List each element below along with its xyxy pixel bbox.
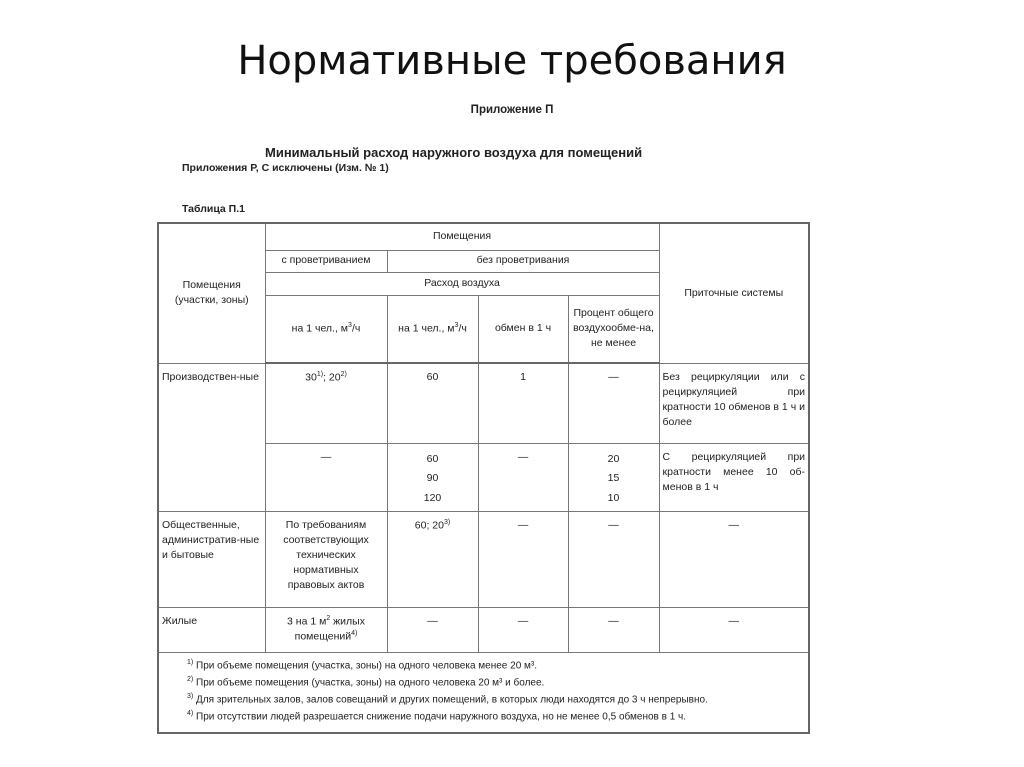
header-supply-systems: Приточные системы (659, 223, 809, 363)
appendix-label: Приложение П (470, 104, 554, 116)
cell: 20 15 10 (568, 443, 659, 511)
header-per-person: на 1 чел., $м^3/ч$ (387, 295, 478, 363)
cell: 60; 20$^{3)}$ (387, 511, 478, 607)
header-without-vent: без проветривания (387, 250, 659, 272)
cell: — (478, 511, 568, 607)
footnotes (158, 652, 809, 733)
cell: — (387, 607, 478, 652)
header-per-person-vent: на 1 чел., $м^3/ч$ (265, 295, 387, 363)
footnote: $^{2)}$ При объеме помещения (участка, зоны) на одного человека 20 м³ и более. (187, 675, 545, 689)
cell: 30$^{1)}$; 20$^{2)}$ (265, 363, 387, 443)
cell-supply: — (659, 511, 809, 607)
footnote: $^{4)}$ При отсутствии людей разрешается снижение подачи наружного воздуха, но не менее 0,5 обменов в 1 ч. (187, 710, 687, 723)
doc-note: Приложения Р, С исключены (Изм. № 1) (182, 162, 389, 174)
cell: 1 (478, 363, 568, 443)
cell: — (568, 363, 659, 443)
table-row (158, 363, 809, 443)
cell: 60 (387, 363, 478, 443)
header-rooms: Помещения (265, 223, 659, 250)
row-name: Производствен-ные (158, 363, 265, 511)
cell-supply: Без рециркуляции или с рециркуляцией при кратности 10 обменов в 1 ч и более (659, 363, 809, 443)
row-name: Общественные, административ-ные и бытовые (158, 511, 265, 607)
air-flow-table (157, 222, 810, 734)
footnote: $^{1)}$ При объеме помещения (участка, зоны) на одного человека менее 20 м³. (187, 658, 538, 671)
cell: 60 90 120 (387, 443, 478, 511)
header-with-vent: с проветриванием (265, 250, 387, 272)
slide-title: Нормативные требования (237, 38, 787, 84)
cell: По требованиям соответствующих технических нормативных правовых актов (265, 511, 387, 607)
cell: 3 на 1 $м^2$ жилых помещений$^{4)}$ (265, 607, 387, 652)
doc-heading: Минимальный расход наружного воздуха для помещений (265, 145, 643, 160)
cell: — (478, 443, 568, 511)
header-percent: Процент общего воздухообме-на, не менее (568, 295, 659, 363)
header-air-flow: Расход воздуха (265, 272, 659, 295)
cell: — (568, 607, 659, 652)
header-rooms-zones: Помещения (участки, зоны) (158, 223, 265, 363)
cell: — (568, 511, 659, 607)
header-exchange: обмен в 1 ч (478, 295, 568, 363)
row-name: Жилые (158, 607, 265, 652)
table-row (158, 607, 809, 652)
table-row (158, 511, 809, 607)
cell: — (478, 607, 568, 652)
footnote: $^{3)}$ Для зрительных залов, залов совещаний и других помещений, в которых люди находятся до 3 ч непрерывно. (187, 693, 708, 706)
cell-supply: С рециркуляцией при кратности менее 10 об-менов в 1 ч (659, 443, 809, 511)
cell: — (265, 443, 387, 511)
table-label: Таблица П.1 (182, 203, 245, 215)
cell-supply: — (659, 607, 809, 652)
